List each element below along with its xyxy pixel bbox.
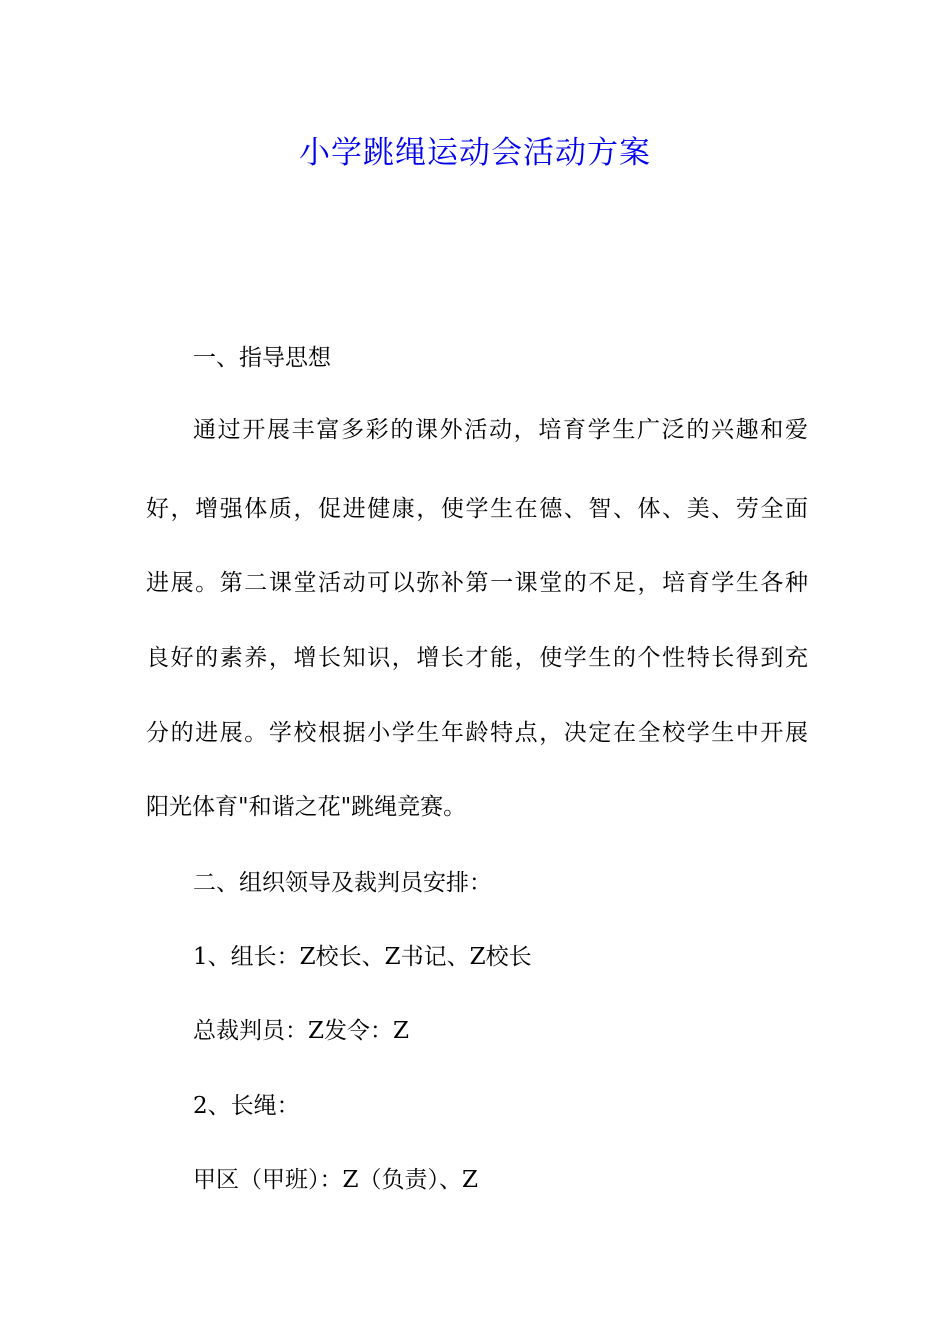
list-item-referee: 总裁判员：Z发令：Z xyxy=(193,1018,409,1044)
document-title: 小学跳绳运动会活动方案 xyxy=(299,135,651,171)
section-heading-guiding-thought: 一、指导思想 xyxy=(193,345,331,371)
list-item-long-rope: 2、长绳： xyxy=(193,1093,300,1119)
list-item-team-leader: 1、组长：Z校长、Z书记、Z校长 xyxy=(193,944,532,970)
paragraph-line: 良好的素养，增长知识，增长才能，使学生的个性特长得到充 xyxy=(146,645,808,671)
paragraph-line: 进展。第二课堂活动可以弥补第一课堂的不足，培育学生各种 xyxy=(146,570,808,596)
list-item-area-a: 甲区（甲班）：Z（负责）、Z xyxy=(193,1167,478,1193)
paragraph-line: 好，增强体质，促进健康，使学生在德、智、体、美、劳全面 xyxy=(146,496,808,522)
paragraph-line: 分的进展。学校根据小学生年龄特点，决定在全校学生中开展 xyxy=(146,720,808,746)
section-heading-organization: 二、组织领导及裁判员安排： xyxy=(193,870,492,896)
paragraph-line: 阳光体育"和谐之花"跳绳竞赛。 xyxy=(146,794,467,820)
paragraph-line: 通过开展丰富多彩的课外活动，培育学生广泛的兴趣和爱 xyxy=(193,417,808,443)
